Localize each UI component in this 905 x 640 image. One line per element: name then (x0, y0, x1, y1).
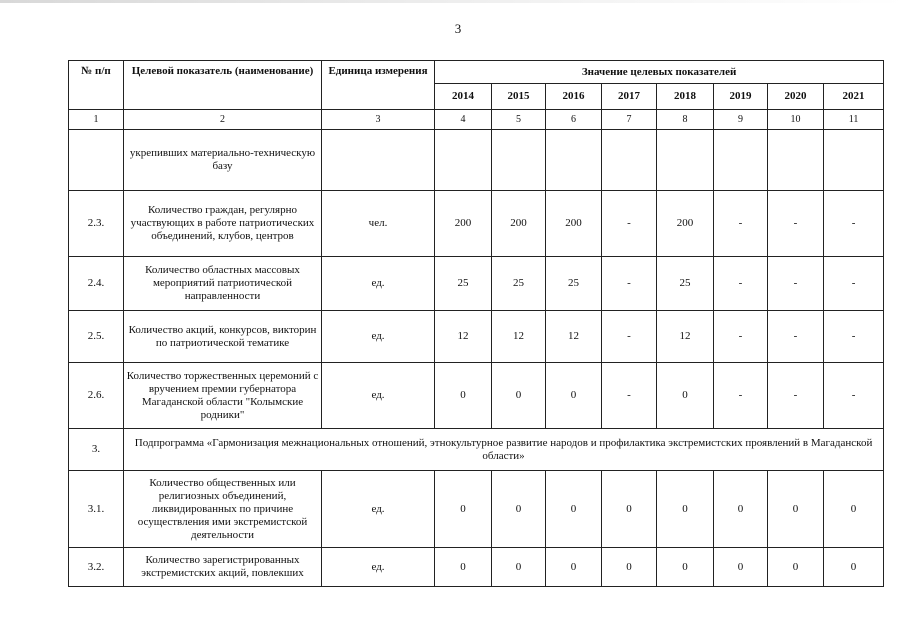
row-value-cell (714, 130, 768, 191)
row-value: - (714, 191, 768, 257)
column-number: 6 (546, 110, 602, 130)
header-year: 2014 (435, 84, 492, 110)
row-indicator-continuation: укрепивших материально-техническую базу (124, 130, 322, 191)
row-value: 0 (435, 548, 492, 587)
subprogram-number: 3. (69, 429, 124, 471)
row-value: 0 (714, 548, 768, 587)
row-value-cell (492, 130, 546, 191)
row-number-cell (69, 130, 124, 191)
row-value: - (602, 363, 657, 429)
row-value-cell (657, 130, 714, 191)
row-value: 0 (657, 471, 714, 548)
row-value: 0 (768, 548, 824, 587)
row-value: - (768, 311, 824, 363)
row-value: 0 (435, 471, 492, 548)
target-indicators-table (68, 60, 884, 587)
row-value-cell (435, 130, 492, 191)
row-value: 0 (824, 548, 884, 587)
row-unit-cell (322, 130, 435, 191)
row-value: - (824, 257, 884, 311)
row-value: 12 (546, 311, 602, 363)
row-indicator: Количество торжественных церемоний с вручением премии губернатора Магаданской области "Колымские родники" (124, 363, 322, 429)
table-row (69, 363, 884, 429)
column-number: 11 (824, 110, 884, 130)
row-value: 12 (492, 311, 546, 363)
row-value: 25 (435, 257, 492, 311)
subprogram-title: Подпрограмма «Гармонизация межнациональных отношений, этнокультурное развитие народов и профилактика экстремистских проявлений в Магаданской области» (124, 429, 884, 471)
row-value: - (768, 363, 824, 429)
table-row (69, 471, 884, 548)
row-value: 0 (492, 548, 546, 587)
row-value-cell (546, 130, 602, 191)
row-value: - (602, 311, 657, 363)
row-value: 0 (824, 471, 884, 548)
header-year: 2018 (657, 84, 714, 110)
row-value: 12 (657, 311, 714, 363)
table-row (69, 130, 884, 191)
column-number: 8 (657, 110, 714, 130)
column-number: 7 (602, 110, 657, 130)
row-value: 0 (657, 548, 714, 587)
row-indicator: Количество зарегистрированных экстремистских акций, повлекших (124, 548, 322, 587)
row-value: 25 (657, 257, 714, 311)
row-value: 200 (657, 191, 714, 257)
header-values: Значение целевых показателей (435, 61, 884, 84)
row-unit: ед. (322, 363, 435, 429)
row-unit: ед. (322, 311, 435, 363)
row-value: - (768, 257, 824, 311)
row-unit: ед. (322, 257, 435, 311)
row-value: 200 (546, 191, 602, 257)
table-row (69, 257, 884, 311)
row-value: - (714, 363, 768, 429)
row-value: 0 (546, 363, 602, 429)
row-value: 200 (435, 191, 492, 257)
table-row (69, 548, 884, 587)
header-year: 2015 (492, 84, 546, 110)
row-indicator: Количество акций, конкурсов, викторин по патриотической тематике (124, 311, 322, 363)
header-unit: Единица измерения (322, 61, 435, 110)
row-value: 0 (602, 471, 657, 548)
row-unit: чел. (322, 191, 435, 257)
header-year: 2017 (602, 84, 657, 110)
row-value: 0 (714, 471, 768, 548)
row-value: - (714, 257, 768, 311)
row-value: 25 (546, 257, 602, 311)
row-value: 0 (492, 471, 546, 548)
row-number: 2.4. (69, 257, 124, 311)
row-value: - (602, 191, 657, 257)
row-value: 0 (546, 548, 602, 587)
column-number: 1 (69, 110, 124, 130)
column-number: 3 (322, 110, 435, 130)
row-value-cell (824, 130, 884, 191)
row-value: 12 (435, 311, 492, 363)
row-number: 2.5. (69, 311, 124, 363)
row-number: 2.6. (69, 363, 124, 429)
row-value: 0 (546, 471, 602, 548)
table-row (69, 191, 884, 257)
header-indicator: Целевой показатель (наименование) (124, 61, 322, 110)
header-year: 2020 (768, 84, 824, 110)
row-indicator: Количество областных массовых мероприятий патриотической направленности (124, 257, 322, 311)
column-number: 2 (124, 110, 322, 130)
row-value: 0 (602, 548, 657, 587)
row-value: - (602, 257, 657, 311)
header-year: 2019 (714, 84, 768, 110)
header-year: 2016 (546, 84, 602, 110)
column-number: 9 (714, 110, 768, 130)
row-indicator: Количество граждан, регулярно участвующих в работе патриотических объединений, клубов, центров (124, 191, 322, 257)
row-value-cell (602, 130, 657, 191)
row-number: 3.1. (69, 471, 124, 548)
row-number: 3.2. (69, 548, 124, 587)
row-value: 25 (492, 257, 546, 311)
row-unit: ед. (322, 471, 435, 548)
row-value: - (768, 191, 824, 257)
row-value: 200 (492, 191, 546, 257)
scan-top-edge (0, 0, 905, 3)
row-value: - (824, 191, 884, 257)
row-value: - (824, 363, 884, 429)
row-value: 0 (768, 471, 824, 548)
row-value-cell (768, 130, 824, 191)
row-unit: ед. (322, 548, 435, 587)
table-row (69, 311, 884, 363)
row-value: 0 (657, 363, 714, 429)
row-number: 2.3. (69, 191, 124, 257)
row-value: - (824, 311, 884, 363)
header-year: 2021 (824, 84, 884, 110)
column-number: 10 (768, 110, 824, 130)
row-indicator: Количество общественных или религиозных объединений, ликвидированных по причине осуществления ими экстремистской деятельности (124, 471, 322, 548)
column-number: 4 (435, 110, 492, 130)
column-number: 5 (492, 110, 546, 130)
page-number: 3 (454, 21, 462, 36)
row-value: 0 (435, 363, 492, 429)
row-value: 0 (492, 363, 546, 429)
subprogram-row (69, 429, 884, 471)
header-number: № п/п (69, 61, 124, 110)
row-value: - (714, 311, 768, 363)
